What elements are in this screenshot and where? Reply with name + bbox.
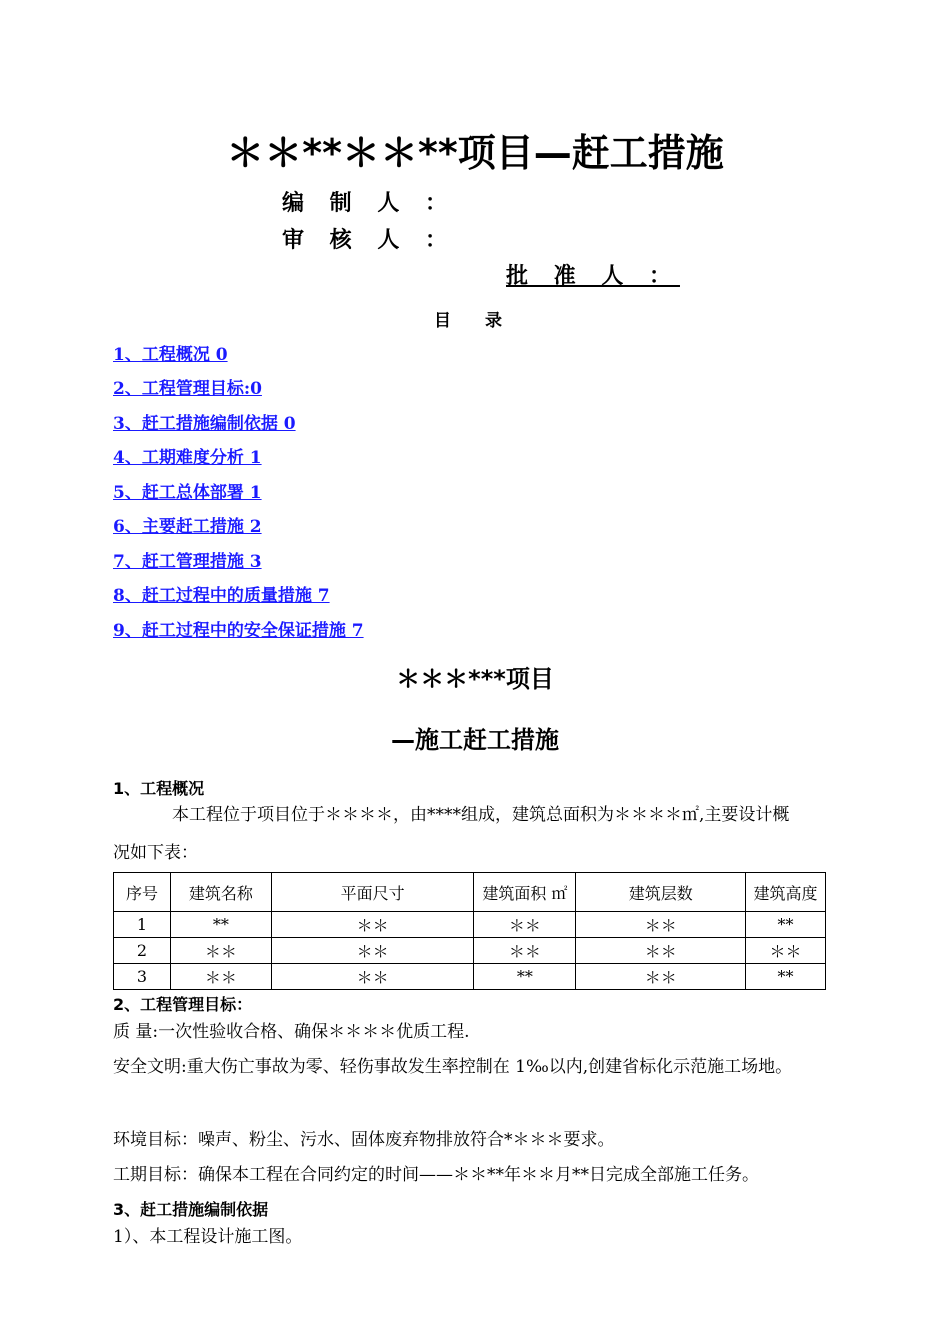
- toc-link-5[interactable]: 5、赶工总体部署 1: [113, 483, 262, 503]
- table-cell: ＊＊: [746, 938, 826, 964]
- toc-item[interactable]: [113, 512, 262, 537]
- table-header: 平面尺寸: [271, 873, 474, 912]
- table-header-row: [114, 873, 826, 912]
- table-cell: **: [170, 912, 271, 938]
- table-header: 序号: [114, 873, 171, 912]
- table-header: 建筑高度: [746, 873, 826, 912]
- toc-link-4[interactable]: 4、工期难度分析 1: [113, 448, 262, 468]
- approver-label: 批 准 人 ：: [506, 264, 680, 289]
- project-subtitle: ＊＊＊***项目: [396, 665, 554, 693]
- table-cell: ＊＊: [271, 912, 474, 938]
- reviewer-label: 审 核 人 ：: [282, 228, 456, 253]
- table-cell: ＊＊: [576, 938, 746, 964]
- section3-item-1: 1）、本工程设计施工图。: [113, 1227, 303, 1247]
- section1-para-line2: 况如下表：: [113, 843, 198, 863]
- table-cell: ＊＊: [170, 964, 271, 990]
- table-row: [114, 912, 826, 938]
- table-header: 建筑面积 ㎡: [474, 873, 576, 912]
- document-title: ＊＊**＊＊**项目—赶工措施: [226, 131, 724, 175]
- toc-link-7[interactable]: 7、赶工管理措施 3: [113, 552, 262, 572]
- table-row: [114, 938, 826, 964]
- table-cell: ＊＊: [170, 938, 271, 964]
- section-subtitle: —施工赶工措施: [391, 726, 559, 754]
- table-row: [114, 964, 826, 990]
- table-cell: **: [746, 912, 826, 938]
- table-cell: ＊＊: [271, 964, 474, 990]
- toc-link-9[interactable]: 9、赶工过程中的安全保证措施 7: [113, 621, 364, 641]
- toc-item[interactable]: [113, 581, 330, 606]
- table-cell: ＊＊: [576, 964, 746, 990]
- safety-goal: 安全文明:重大伤亡事故为零、轻伤事故发生率控制在 1‰以内,创建省标化示范施工场地。: [113, 1057, 793, 1077]
- quality-goal: 质 量:一次性验收合格、确保＊＊＊＊优质工程.: [113, 1022, 470, 1042]
- table-cell: ＊＊: [271, 938, 474, 964]
- table-cell: 1: [114, 912, 171, 938]
- section3-heading: 3、赶工措施编制依据: [113, 1200, 269, 1219]
- toc-item[interactable]: [113, 409, 296, 434]
- table-header: 建筑名称: [170, 873, 271, 912]
- toc-item[interactable]: [113, 547, 262, 572]
- table-cell: 2: [114, 938, 171, 964]
- schedule-goal: 工期目标：确保本工程在合同约定的时间——＊＊**年＊＊月**日完成全部施工任务。: [113, 1165, 759, 1185]
- table-cell: ＊＊: [576, 912, 746, 938]
- section1-heading: 1、工程概况: [113, 779, 205, 798]
- building-specs-table: [113, 872, 826, 990]
- toc-item[interactable]: [113, 443, 262, 468]
- table-cell: **: [746, 964, 826, 990]
- environment-goal: 环境目标：噪声、粉尘、污水、固体废弃物排放符合*＊＊＊要求。: [113, 1130, 615, 1150]
- table-cell: 3: [114, 964, 171, 990]
- toc-link-2[interactable]: 2、工程管理目标:0: [113, 379, 262, 399]
- toc-link-1[interactable]: 1、工程概况 0: [113, 345, 228, 365]
- toc-link-3[interactable]: 3、赶工措施编制依据 0: [113, 414, 296, 434]
- table-cell: **: [474, 964, 576, 990]
- toc-link-6[interactable]: 6、主要赶工措施 2: [113, 517, 262, 537]
- toc-item[interactable]: [113, 478, 262, 503]
- toc-item[interactable]: [113, 374, 262, 399]
- toc-item[interactable]: [113, 616, 364, 641]
- toc-link-8[interactable]: 8、赶工过程中的质量措施 7: [113, 586, 330, 606]
- compiler-label: 编 制 人 ：: [282, 191, 456, 216]
- section2-heading: 2、工程管理目标：: [113, 995, 253, 1014]
- table-cell: ＊＊: [474, 938, 576, 964]
- table-header: 建筑层数: [576, 873, 746, 912]
- table-cell: ＊＊: [474, 912, 576, 938]
- toc-item[interactable]: [113, 340, 228, 365]
- section1-para-line1: 本工程位于项目位于＊＊＊＊，由****组成，建筑总面积为＊＊＊＊㎡,主要设计概: [172, 805, 790, 825]
- toc-heading: 目 录: [434, 311, 516, 331]
